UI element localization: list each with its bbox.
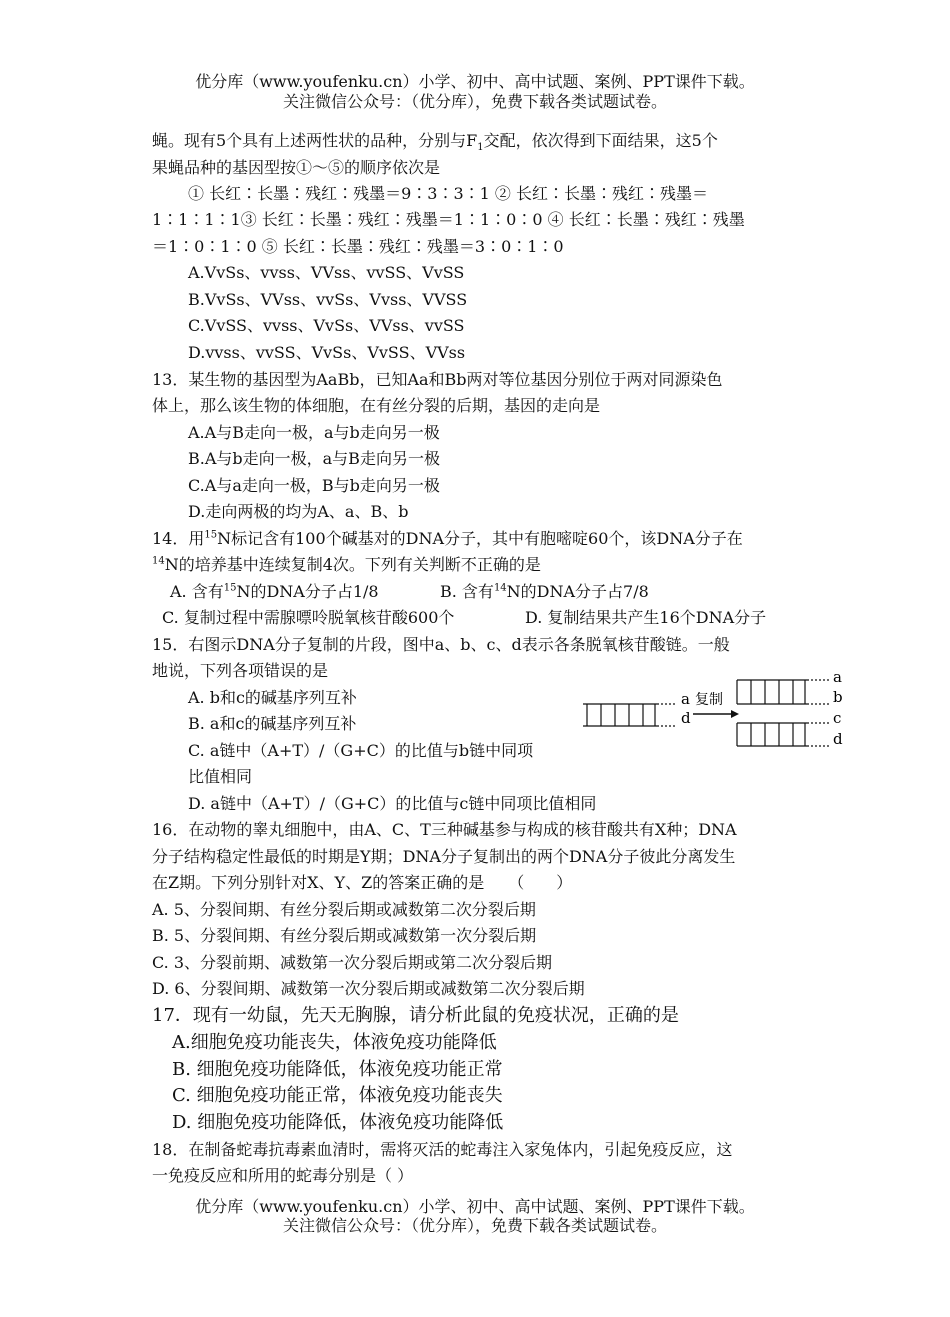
q16-stem-2: 分子结构稳定性最低的时期是Y期；DNA分子复制出的两个DNA分子彼此分离发生 [152, 847, 736, 866]
q14-stem-2: $^{14}$N的培养基中连续复制4次。下列有关判断不正确的是 [152, 555, 541, 574]
q13-option-a: A.A与B走向一极，a与b走向另一极 [188, 423, 440, 442]
n14-superscript: 14 [152, 555, 165, 567]
q12-option-d: D.vvss、vvSS、VvSs、VvSS、VVss [188, 343, 466, 362]
q15-stem-2: 地说，下列各项错误的是 [152, 661, 329, 680]
q13-stem-1: 13．某生物的基因型为AaBb，已知Aa和Bb两对等位基因分别位于两对同源染色 [152, 370, 723, 389]
q12-intro-line-2: 果蝇品种的基因型按①～⑤的顺序依次是 [152, 158, 441, 177]
parent-dna-ladder [583, 704, 677, 726]
q12-option-c: C.VvSS、vvss、VvSs、VVss、vvSS [188, 316, 465, 335]
left-label-a: a [681, 690, 690, 708]
header-line-2: 关注微信公众号：（优分库），免费下载各类试题试卷。 [282, 92, 667, 111]
q12-results-line-2: 1∶1∶1∶1③ 长红∶长墨∶残红∶残墨＝1∶1∶0∶0 ④ 长红∶长墨∶残红∶残墨 [152, 210, 745, 229]
q13-option-b: B.A与b走向一极，a与B走向另一极 [188, 449, 440, 468]
q17-option-a: A.细胞免疫功能丧失，体液免疫功能降低 [172, 1032, 497, 1053]
right-label-c: c [833, 709, 842, 727]
q12-results-line-3: ＝1∶0∶1∶0 ⑤ 长红∶长墨∶残红∶残墨＝3∶0∶1∶0 [152, 237, 564, 256]
q16-option-a: A. 5、分裂间期、有丝分裂后期或减数第二次分裂后期 [152, 900, 536, 919]
q17-option-c: C. 细胞免疫功能正常，体液免疫功能丧失 [172, 1085, 503, 1106]
q16-option-d: D. 6、分裂间期、减数第一次分裂后期或减数第二次分裂后期 [152, 979, 585, 998]
q16-stem-1: 16．在动物的睾丸细胞中，由A、C、T三种碱基参与构成的核苷酸共有X种；DNA [152, 820, 737, 839]
right-label-d: d [833, 730, 843, 748]
q15-option-c-line-2: 比值相同 [188, 767, 253, 786]
q13-option-d: D.走向两极的均为A、a、B、b [188, 502, 409, 521]
q15-stem-1: 15．右图示DNA分子复制的片段，图中a、b、c、d表示各条脱氧核苷酸链。一般 [152, 635, 730, 654]
dna-replication-diagram [575, 668, 845, 760]
q15-option-d: D. a链中（A+T）/（G+C）的比值与c链中同项比值相同 [188, 794, 597, 813]
daughter-dna-ladder-top [737, 680, 829, 704]
q14-option-c: C. 复制过程中需腺嘌呤脱氧核苷酸600个 [162, 608, 455, 627]
q14-option-b: B. 含有$^{14}$N的DNA分子占7/8 [440, 582, 649, 601]
q14-option-a: A. 含有$^{15}$N的DNA分子占1/8 [170, 582, 379, 601]
q17-option-d: D. 细胞免疫功能降低，体液免疫功能降低 [172, 1112, 504, 1133]
q18-stem-2: 一免疫反应和所用的蛇毒分别是（ ） [152, 1166, 414, 1185]
n15-superscript: 15 [204, 529, 218, 541]
arrow-icon [693, 710, 739, 718]
q12-option-a: A.VvSs、vvss、VVss、vvSS、VvSS [188, 263, 465, 282]
q15-option-b: B. a和c的碱基序列互补 [188, 714, 357, 733]
q16-option-c: C. 3、分裂前期、减数第一次分裂后期或第二次分裂后期 [152, 953, 553, 972]
q14-option-d: D. 复制结果共产生16个DNA分子 [525, 608, 767, 627]
right-label-b: b [833, 688, 843, 706]
right-label-a: a [833, 668, 842, 686]
q13-stem-2: 体上，那么该生物的体细胞，在有丝分裂的后期，基因的走向是 [152, 396, 601, 415]
q17-option-b: B. 细胞免疫功能降低，体液免疫功能正常 [172, 1059, 503, 1080]
q12-results-line-1: ① 长红∶长墨∶残红∶残墨＝9∶3∶3∶1 ② 长红∶长墨∶残红∶残墨＝ [188, 184, 708, 203]
q14-stem-1: 14．用$^{15}$N标记含有100个碱基对的DNA分子，其中有胞嘧啶60个，该DNA分子在 [152, 529, 743, 548]
arrow-label: 复制 [695, 692, 723, 708]
q17-stem: 17．现有一幼鼠，先天无胸腺，请分析此鼠的免疫状况，正确的是 [152, 1005, 679, 1026]
f1-subscript: 1 [477, 142, 484, 154]
q13-option-c: C.A与a走向一极，B与b走向另一极 [188, 476, 440, 495]
footer-line-2: 关注微信公众号：（优分库），免费下载各类试题试卷。 [282, 1216, 667, 1235]
q15-option-a: A. b和c的碱基序列互补 [188, 688, 357, 707]
daughter-dna-ladder-bottom [737, 723, 829, 746]
header-line-1: 优分库（www.youfenku.cn）小学、初中、高中试题、案例、PPT课件下载。 [195, 72, 755, 91]
footer-line-1: 优分库（www.youfenku.cn）小学、初中、高中试题、案例、PPT课件下载。 [195, 1197, 755, 1216]
q15-option-c-line-1: C. a链中（A+T）/（G+C）的比值与b链中同项 [188, 741, 534, 760]
q18-stem-1: 18．在制备蛇毒抗毒素血清时，需将灭活的蛇毒注入家兔体内，引起免疫反应，这 [152, 1140, 733, 1159]
left-label-d: d [681, 709, 691, 727]
q16-option-b: B. 5、分裂间期、有丝分裂后期或减数第一次分裂后期 [152, 926, 537, 945]
q12-intro-line-1: 蝇。现有5个具有上述两性状的品种，分别与$F_1$交配，依次得到下面结果，这5个 [152, 131, 718, 154]
q12-option-b: B.VvSs、VVss、vvSs、Vvss、VVSS [188, 290, 468, 309]
q16-stem-3: 在Z期。下列分别针对X、Y、Z的答案正确的是 （ ） [152, 873, 573, 892]
